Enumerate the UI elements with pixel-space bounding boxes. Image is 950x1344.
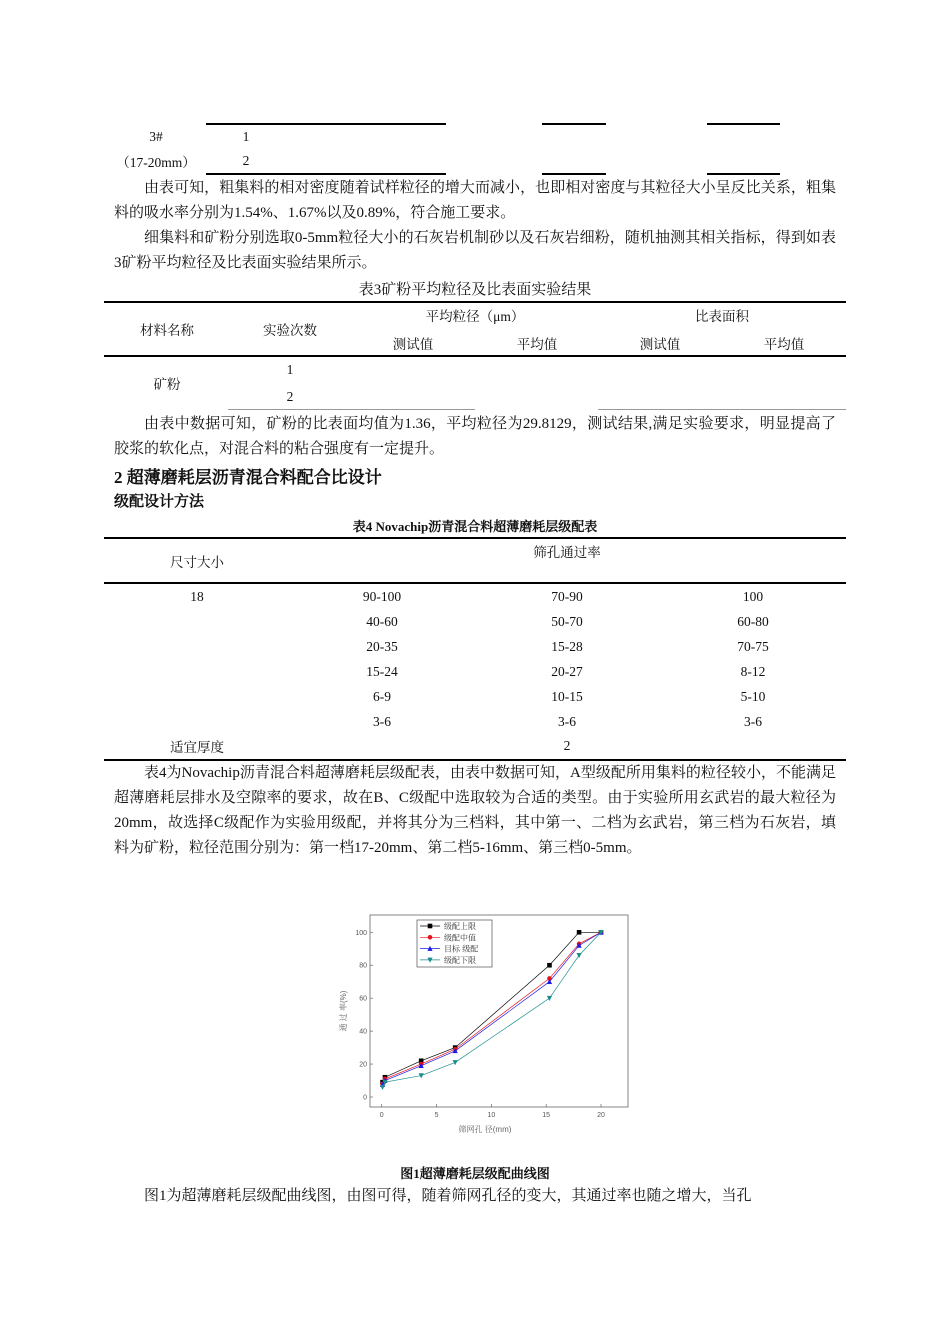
table4-cell: 5-10 <box>740 689 766 704</box>
table4-thickness-label: 适宜厚度 <box>170 740 224 755</box>
table2-rule-top-3 <box>707 123 780 125</box>
paragraph-fine-aggregate: 细集料和矿粉分别选取0-5mm粒径大小的石灰岩机制砂以及石灰岩细粉，随机抽测其相关指标，得到如表3矿粉平均粒径及比表面实验结果所示。 <box>114 230 836 271</box>
table3-material: 矿粉 <box>153 377 181 392</box>
table4-cell: 8-12 <box>740 664 766 679</box>
table4-caption: 表4 Novachip沥青混合料超薄磨耗层级配表 <box>352 519 598 534</box>
table3-sub-avg-2: 平均值 <box>763 337 805 352</box>
legend-label: 级配中值 <box>444 933 476 943</box>
x-tick-label: 0 <box>379 1112 384 1119</box>
table4-cell: 3-6 <box>373 714 391 729</box>
y-axis-label: 通 过 率(%) <box>339 990 348 1032</box>
data-point <box>577 930 582 935</box>
table3-header-size: 平均粒径（μm） <box>425 309 525 324</box>
table3-row-2: 2 <box>286 389 294 404</box>
y-tick-label: 0 <box>363 1094 367 1102</box>
table3-caption: 表3矿粉平均粒径及比表面实验结果 <box>358 282 592 298</box>
legend-label: 级配上限 <box>444 922 476 931</box>
table4-first-size: 18 <box>190 589 204 604</box>
table2-group-size: （17-20mm） <box>116 155 196 170</box>
table4-thickness-value: 2 <box>563 738 571 753</box>
table3-sub-avg-1: 平均值 <box>516 337 558 352</box>
table2-rule-bottom-1 <box>206 173 446 175</box>
table4-cell: 15-28 <box>551 639 583 654</box>
legend-marker <box>428 935 433 940</box>
table3-header-trials: 实验次数 <box>263 323 317 338</box>
table4-cell: 90-100 <box>362 589 402 604</box>
table3-rule-bottom-2 <box>598 409 846 410</box>
table3-sub-test-2: 测试值 <box>639 337 681 352</box>
data-point <box>547 963 552 968</box>
table4-cell: 10-15 <box>551 689 583 704</box>
x-axis-label: 筛网孔 径(mm) <box>458 1125 512 1134</box>
table3-rule-bottom-1 <box>228 409 475 410</box>
table2-rule-top-1 <box>206 123 446 125</box>
table3-sub-test-1: 测试值 <box>392 337 434 352</box>
table4-cell: 60-80 <box>737 614 769 629</box>
table3-rule-top <box>104 301 846 303</box>
table4-cell: 6-9 <box>373 689 391 704</box>
table4-rule-mid <box>104 582 846 584</box>
table4-header-size: 尺寸大小 <box>170 555 224 570</box>
paragraph-table4-discussion: 表4为Novachip沥青混合料超薄磨耗层级配表，由表中数据可知，A型级配所用集料的粒径较小，不能满足超薄磨耗层排水及空隙率的要求，故在B、C级配中选取较为合适的类型。由于实验所用玄武岩的最大粒径为20mm，故选择C级配作为实验用级配，并将其分为三档料，其中第一、二档为玄武岩，第三档为石灰岩，填料为矿粉，粒径范围分别为：第一档17-20mm、第二档5-16mm、第三档0-5mm。 <box>114 765 836 856</box>
table3-header-surface: 比表面积 <box>695 309 749 324</box>
paragraph-figure1-discussion: 图1为超薄磨耗层级配曲线图，由图可得，随着筛网孔径的变大，其通过率也随之增大，当孔 <box>144 1188 752 1204</box>
y-tick-label: 80 <box>359 962 367 970</box>
table2-rule-top-2 <box>542 123 606 125</box>
legend-marker <box>428 924 433 929</box>
x-tick-label: 15 <box>542 1112 551 1119</box>
table4-cell: 70-75 <box>737 639 769 654</box>
table4-cell: 70-90 <box>551 589 583 604</box>
x-tick-label: 5 <box>434 1112 439 1119</box>
table2-row-1: 1 <box>242 129 250 144</box>
paragraph-table3-result: 由表中数据可知，矿粉的比表面均值为1.36，平均粒径为29.8129，测试结果,满足实验要求，明显提高了胶浆的软化点，对混合料的粘合强度有一定提升。 <box>114 416 836 457</box>
paragraph-density: 由表可知，粗集料的相对密度随着试样粒径的增大而减小，也即相对密度与其粒径大小呈反比关系，粗集料的吸水率分别为1.54%、1.67%以及0.89%，符合施工要求。 <box>114 180 836 221</box>
table3-row-1: 1 <box>286 362 294 377</box>
x-tick-label: 20 <box>597 1112 605 1119</box>
legend-label: 目标 级配 <box>444 944 479 954</box>
table4-cell: 20-35 <box>366 639 398 654</box>
subsection-heading: 级配设计方法 <box>114 494 205 510</box>
y-tick-label: 40 <box>359 1028 367 1036</box>
table4-cell: 3-6 <box>744 714 762 729</box>
table2-group-label: 3# <box>149 129 163 144</box>
figure1-caption: 图1超薄磨耗层级配曲线图 <box>400 1166 550 1181</box>
table4-cell: 50-70 <box>551 614 583 629</box>
y-tick-label: 100 <box>355 929 367 937</box>
table2-row-2: 2 <box>242 153 250 168</box>
table4-cell: 40-60 <box>366 614 398 629</box>
gradation-curve-chart <box>330 910 640 1140</box>
legend-label: 级配下限 <box>444 955 476 965</box>
table3-rule-mid <box>104 355 846 357</box>
table4-cell: 100 <box>742 589 764 604</box>
y-tick-label: 20 <box>359 1061 367 1069</box>
table4-rule-top <box>104 537 846 539</box>
table4-cell: 20-27 <box>551 664 583 679</box>
table4-header-pass: 筛孔通过率 <box>533 545 601 560</box>
table2-rule-bottom-2 <box>542 173 606 175</box>
table4-cell: 3-6 <box>558 714 576 729</box>
table2-rule-bottom-3 <box>707 173 780 175</box>
x-tick-label: 10 <box>487 1112 496 1119</box>
y-tick-label: 60 <box>359 995 367 1003</box>
table3-header-material: 材料名称 <box>140 323 194 338</box>
section-heading: 2 超薄磨耗层沥青混合料配合比设计 <box>114 468 382 487</box>
table4-cell: 15-24 <box>366 664 398 679</box>
